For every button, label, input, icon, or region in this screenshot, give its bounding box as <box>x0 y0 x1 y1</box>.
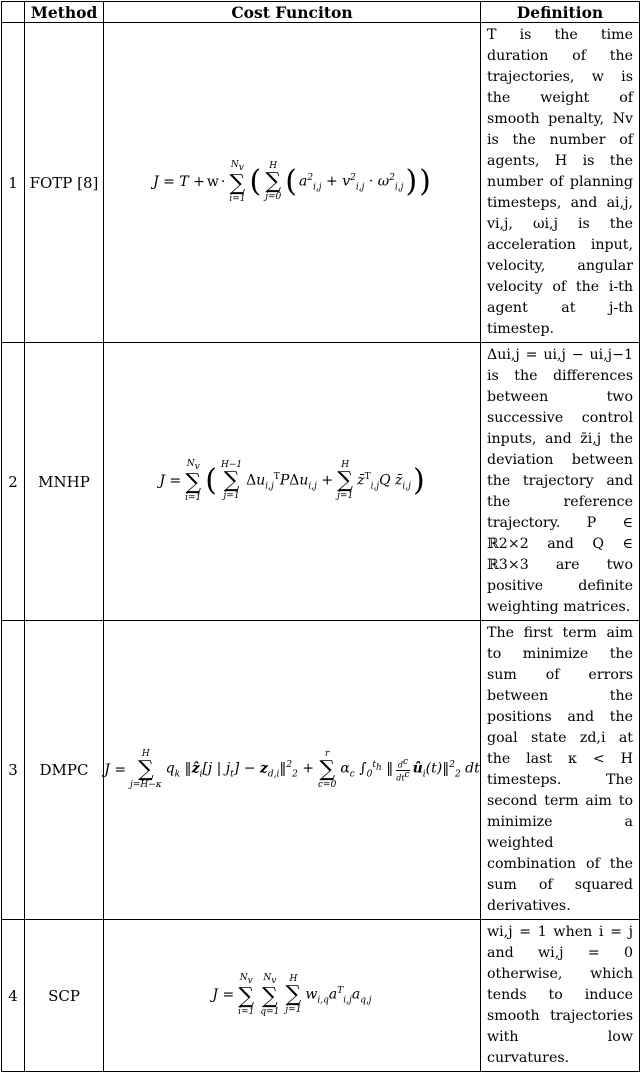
row-index: 2 <box>2 343 25 621</box>
cost-formula: J = $N_v$ ∑ i=1 $N_v$ ∑ q=1 H ∑ j=1 $w_{i,q}a^T_{i,j}a_{q,j}$ <box>104 920 481 1072</box>
methods-table <box>1 1 640 1072</box>
table-row <box>2 23 640 343</box>
table-row <box>2 920 640 1072</box>
row-index: 4 <box>2 920 25 1072</box>
method-name: FOTP [8] <box>25 23 104 343</box>
definition-text: The first term aim to minimize the sum of errors between the positions and the goal state zd,i at the last κ < H timesteps. The second term aim to minimize a weighted combination of the sum of squared derivatives. <box>481 621 640 920</box>
table-header-row <box>2 2 640 23</box>
table-row <box>2 343 640 621</box>
row-index: 1 <box>2 23 25 343</box>
table-row <box>2 621 640 920</box>
cost-formula: J = $N_v$ ∑ i=1 ( H−1 ∑ j=1 $\Delta u_{i,j}^TP\Delta u_{i,j}$ + H ∑ j=1 z̄$^T_{i,j}$Q $z̄_{i,j}$ ) <box>104 343 481 621</box>
definition-text: Δui,j = ui,j − ui,j−1 is the differences between two successive control inputs, and z̄i,j the deviation between the trajectory and the reference trajectory. P ∈ ℝ2×2 and Q ∈ ℝ3×3 are two positive definite weighting matrices. <box>481 343 640 621</box>
cost-formula: J = T + w · $N_v$ ∑ i=1 ( H ∑ j=0 ( $a^2_{i,j} + v^2_{i,j} \cdot \omega^2_{i,j}$ ) ) <box>104 23 481 343</box>
definition-text: wi,j = 1 when i = j and wi,j = 0 otherwise, which tends to induce smooth trajectories with low curvatures. <box>481 920 640 1072</box>
method-name: MNHP <box>25 343 104 621</box>
cost-function-header: Cost Funciton <box>104 2 481 23</box>
method-name: SCP <box>25 920 104 1072</box>
cost-formula: J = H ∑ j=H−κ $q_k$ ‖ẑ$_i$[j | $j_t$] − $z_{d,i}‖^2_2$ + r ∑ c=0 $\alpha_c$ $\int_0^{t_h}$ ‖ $\frac{d^c}{dt^c}$ $û_i(t)‖^2_2$ dt <box>104 621 481 920</box>
index-header <box>2 2 25 23</box>
definition-text: T is the time duration of the trajectories, w is the weight of smooth penalty, Nv is the number of agents, H is the number of planning timesteps, and ai,j, vi,j, ωi,j is the acceleration input, velocity, angular velocity of the i-th agent at j-th timestep. <box>481 23 640 343</box>
method-header: Method <box>25 2 104 23</box>
method-name: DMPC <box>25 621 104 920</box>
row-index: 3 <box>2 621 25 920</box>
definition-header: Definition <box>481 2 640 23</box>
